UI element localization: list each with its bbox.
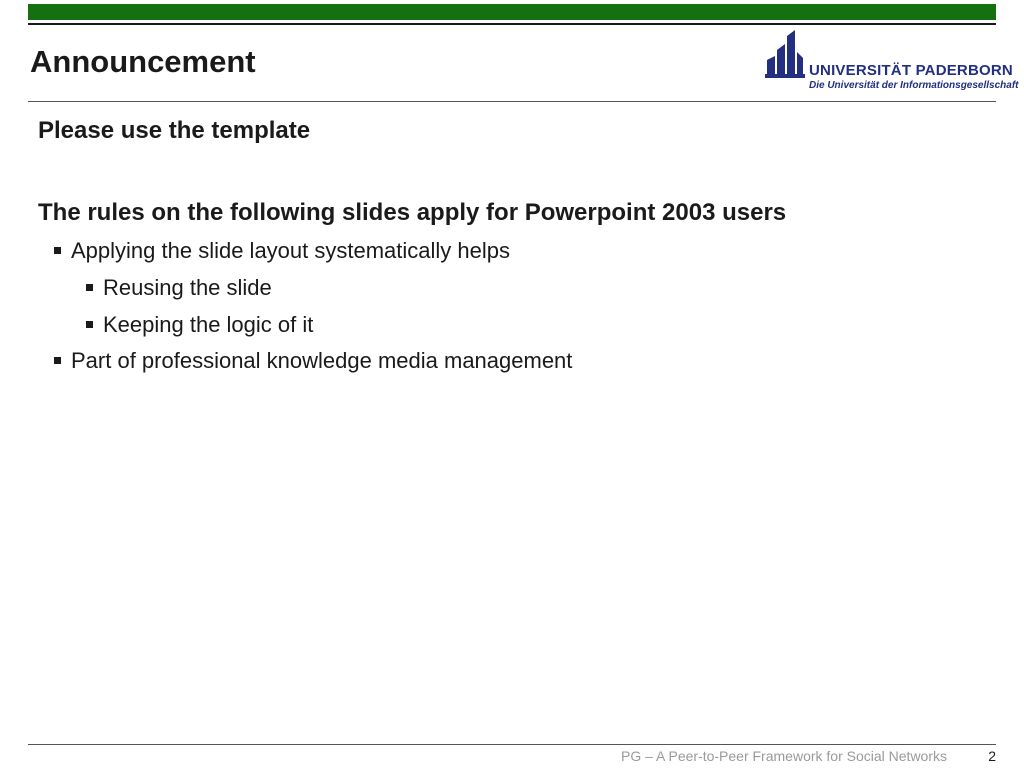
square-bullet-icon (86, 321, 93, 328)
logo-tagline: Die Universität der Informationsgesellschaft (809, 80, 1019, 91)
slide-title: Announcement (30, 44, 256, 79)
logo-university-name: UNIVERSITÄT PADERBORN (809, 62, 1013, 79)
square-bullet-icon (86, 284, 93, 291)
heading-rules: The rules on the following slides apply for Powerpoint 2003 users (38, 199, 787, 226)
footer-text: PG – A Peer-to-Peer Framework for Social Networks (621, 748, 947, 764)
square-bullet-icon (54, 247, 61, 254)
title-divider (28, 101, 996, 102)
university-logo (765, 28, 1019, 94)
sub-bullet-item (38, 312, 998, 338)
top-divider (28, 23, 996, 25)
page-number: 2 (988, 748, 996, 764)
heading-template: Please use the template (38, 117, 311, 144)
slide-body (38, 116, 998, 374)
square-bullet-icon (54, 357, 61, 364)
footer-divider (28, 744, 996, 745)
bullet-item (38, 348, 998, 374)
bullet-text: Part of professional knowledge media management (71, 348, 573, 373)
top-accent-bar (28, 4, 996, 20)
bullet-text: Keeping the logic of it (103, 312, 314, 337)
university-logo-icon (765, 30, 805, 80)
bullet-text: Reusing the slide (103, 275, 272, 300)
bullet-item (38, 238, 998, 264)
bullet-text: Applying the slide layout systematically helps (71, 238, 511, 263)
sub-bullet-item (38, 275, 998, 301)
